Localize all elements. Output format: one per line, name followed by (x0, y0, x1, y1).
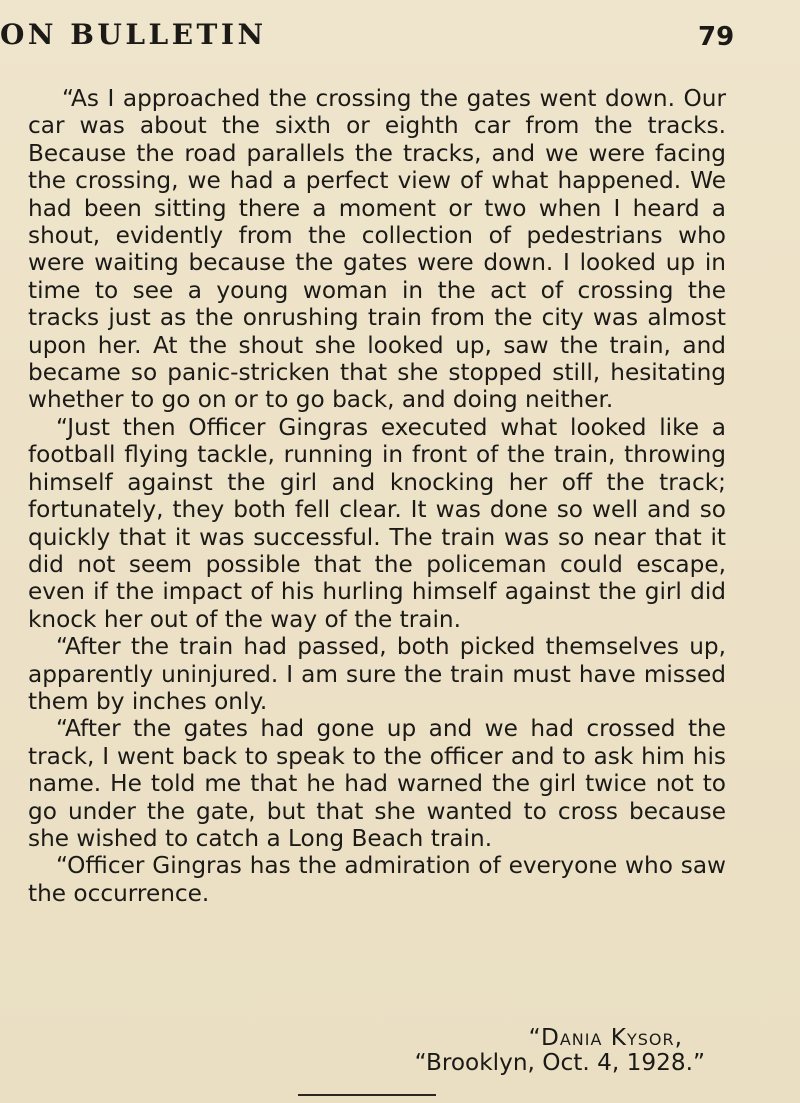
paragraph: “After the gates had gone up and we had crossed the track, I went back to speak to the officer and to ask him his name. He told me that he had warned the girl twice not to go under the gate, but that she wanted to cross because she wished to catch a Long Beach train. (28, 715, 726, 852)
paragraph: “After the train had passed, both picked themselves up, apparently uninjured. I am sure the train must have missed them by inches only. (28, 633, 726, 715)
page-number: 79 (698, 22, 735, 52)
signature-name: “Dania Kysor, (528, 1024, 683, 1051)
paragraph: “Officer Gingras has the admiration of everyone who saw the occurrence. (28, 852, 726, 907)
paragraph: “Just then Officer Gingras executed what looked like a football flying tackle, running in front of the train, throwing himself against the girl and knocking her off the track; fortunately, they both fell clear. It was done so well and so quickly that it was successful. The train was so near that it did not seem possible that the policeman could escape, even if the impact of his hurling himself against the girl did knock her out of the way of the train. (28, 413, 726, 633)
signature-place-date: “Brooklyn, Oct. 4, 1928.” (414, 1049, 705, 1076)
article-body (28, 85, 726, 907)
end-rule (298, 1094, 436, 1096)
paragraph: “As I approached the crossing the gates went down. Our car was about the sixth or eighth car from the tracks. Because the road parallels the tracks, and we were facing the crossing, we had a perfect view of what happened. We had been sitting there a moment or two when I heard a shout, evidently from the collection of pedestrians who were waiting because the gates were down. I looked up in time to see a young woman in the act of crossing the tracks just as the onrushing train from the city was almost upon her. At the shout she looked up, saw the train, and became so panic-stricken that she stopped still, hesitating whether to go on or to go back, and doing neither. (28, 85, 726, 414)
running-head: ON BULLETIN (0, 18, 267, 51)
